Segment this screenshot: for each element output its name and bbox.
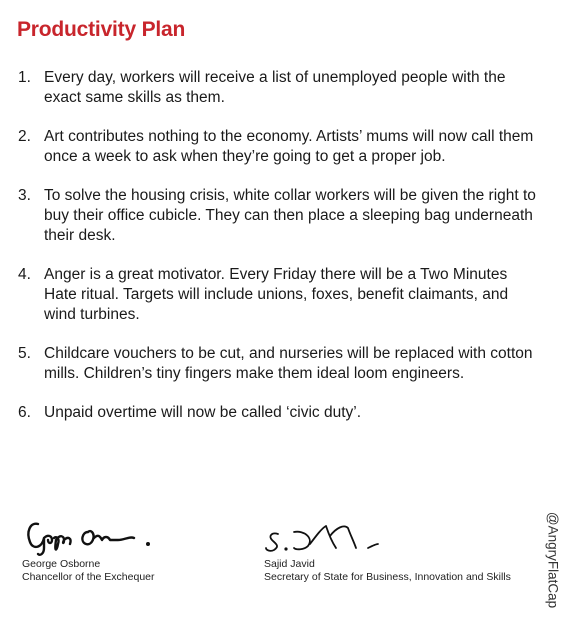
item-number: 3. xyxy=(18,187,31,204)
signatory-role: Chancellor of the Exchequer xyxy=(22,571,155,583)
handwritten-signature-javid xyxy=(264,518,424,558)
plan-item-1 xyxy=(18,68,538,108)
signature-block-osborne xyxy=(22,510,242,584)
plan-item-2 xyxy=(18,127,538,167)
signatory-role: Secretary of State for Business, Innovation and Skills xyxy=(264,571,511,583)
handwritten-signature-osborne xyxy=(22,510,172,558)
signatory-name: Sajid Javid xyxy=(264,558,315,570)
watermark xyxy=(544,505,562,615)
page-title: Productivity Plan xyxy=(17,18,186,41)
plan-item-6 xyxy=(18,403,538,423)
plan-item-4 xyxy=(18,265,538,325)
item-number: 4. xyxy=(18,266,31,283)
item-text: To solve the housing crisis, white collar workers will be given the right to buy their office cubicle. They can then place a sleeping bag underneath their desk. xyxy=(44,187,536,244)
signature-block-javid xyxy=(264,518,514,584)
signatory-name: George Osborne xyxy=(22,558,101,570)
watermark-handle: @AngryFlatCap xyxy=(545,511,561,609)
item-text: Every day, workers will receive a list of unemployed people with the exact same skills as them. xyxy=(44,69,506,106)
plan-item-3 xyxy=(18,186,538,246)
item-text: Anger is a great motivator. Every Friday there will be a Two Minutes Hate ritual. Targets will include unions, foxes, benefit claimants, and wind turbines. xyxy=(44,266,509,323)
item-number: 2. xyxy=(18,128,31,145)
item-number: 5. xyxy=(18,345,31,362)
item-number: 6. xyxy=(18,404,31,421)
item-text: Art contributes nothing to the economy. Artists’ mums will now call them once a week to ask when they’re going to get a proper job. xyxy=(44,128,534,165)
plan-item-5 xyxy=(18,344,538,384)
item-number: 1. xyxy=(18,69,31,86)
item-text: Childcare vouchers to be cut, and nurseries will be replaced with cotton mills. Children’s tiny fingers make them ideal loom engineers. xyxy=(44,345,533,382)
item-text: Unpaid overtime will now be called ‘civic duty’. xyxy=(44,404,362,421)
plan-list xyxy=(18,68,538,442)
